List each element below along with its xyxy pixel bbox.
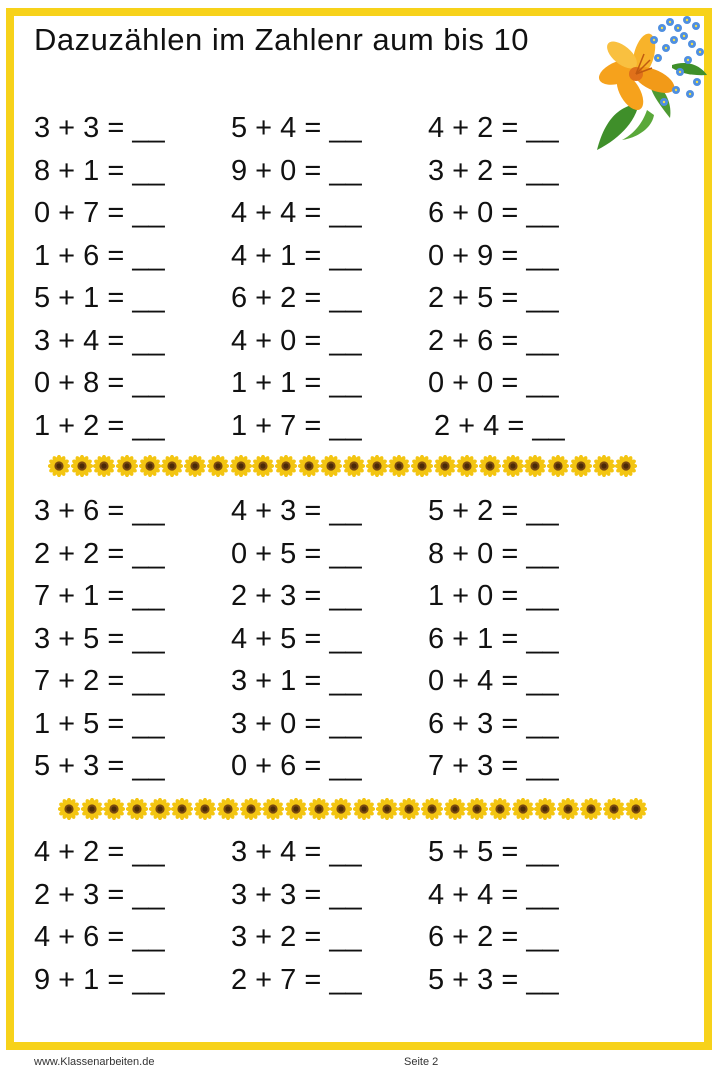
sunflower-icon xyxy=(366,455,389,477)
addition-problem: 5 + 3 = __ xyxy=(428,963,559,996)
addition-problem: 3 + 3 = __ xyxy=(34,112,165,144)
exercise-row xyxy=(34,578,634,614)
addition-problem: 7 + 2 = __ xyxy=(34,665,165,697)
addition-problem: 3 + 6 = __ xyxy=(34,495,165,527)
addition-problem: 2 + 5 = __ xyxy=(428,282,559,314)
exercise-row xyxy=(34,877,634,913)
sunflower-icon xyxy=(298,455,321,477)
exercise-row xyxy=(34,493,634,529)
sunflower-icon xyxy=(502,455,525,477)
exercise-row xyxy=(34,408,634,444)
sunflower-icon xyxy=(308,798,331,820)
sunflower-icon xyxy=(388,455,411,477)
addition-problem: 2 + 7 = __ xyxy=(231,963,362,996)
sunflower-icon xyxy=(625,798,648,820)
footer-page-number: Seite 2 xyxy=(404,1056,439,1068)
sunflower-icon xyxy=(421,798,444,820)
addition-problem: 5 + 3 = __ xyxy=(34,750,165,782)
sunflower-icon xyxy=(194,798,217,820)
exercise-row xyxy=(34,834,634,870)
addition-problem: 2 + 3 = __ xyxy=(34,878,165,911)
addition-problem: 6 + 2 = __ xyxy=(428,921,559,953)
sunflower-divider xyxy=(58,798,648,820)
addition-problem: 7 + 3 = __ xyxy=(428,750,559,782)
footer-website: www.Klassenarbeiten.de xyxy=(34,1056,155,1068)
sunflower-icon xyxy=(557,798,580,820)
addition-problem: 1 + 7 = __ xyxy=(231,409,362,442)
sunflower-icon xyxy=(603,798,626,820)
addition-problem: 7 + 1 = __ xyxy=(34,580,165,612)
addition-problem: 0 + 9 = __ xyxy=(428,239,559,272)
addition-problem: 8 + 0 = __ xyxy=(428,537,559,570)
sunflower-icon xyxy=(262,798,285,820)
sunflower-icon xyxy=(343,455,366,477)
sunflower-icon xyxy=(81,798,104,820)
addition-problem: 3 + 5 = __ xyxy=(34,622,165,655)
exercise-row xyxy=(34,153,634,189)
sunflower-icon xyxy=(524,455,547,477)
exercise-row xyxy=(34,365,634,401)
sunflower-icon xyxy=(479,455,502,477)
addition-problem: 5 + 2 = __ xyxy=(428,495,559,527)
sunflower-icon xyxy=(593,455,616,477)
addition-problem: 4 + 1 = __ xyxy=(231,239,362,272)
sunflower-icon xyxy=(456,455,479,477)
exercise-row xyxy=(34,195,634,231)
addition-problem: 6 + 2 = __ xyxy=(231,282,362,314)
sunflower-icon xyxy=(252,455,275,477)
sunflower-icon xyxy=(48,455,71,477)
addition-problem: 4 + 4 = __ xyxy=(428,878,559,911)
sunflower-icon xyxy=(376,798,399,820)
addition-problem: 4 + 5 = __ xyxy=(231,622,362,655)
addition-problem: 0 + 7 = __ xyxy=(34,197,165,229)
addition-problem: 6 + 1 = __ xyxy=(428,622,559,655)
addition-problem: 6 + 0 = __ xyxy=(428,197,559,229)
addition-problem: 0 + 6 = __ xyxy=(231,750,362,782)
sunflower-icon xyxy=(71,455,94,477)
addition-problem: 4 + 3 = __ xyxy=(231,495,362,527)
sunflower-icon xyxy=(570,455,593,477)
sunflower-icon xyxy=(285,798,308,820)
addition-problem: 3 + 2 = __ xyxy=(428,154,559,187)
addition-problem: 3 + 4 = __ xyxy=(231,836,362,868)
addition-problem: 4 + 0 = __ xyxy=(231,324,362,357)
sunflower-icon xyxy=(615,455,638,477)
exercise-row xyxy=(34,621,634,657)
sunflower-icon xyxy=(434,455,457,477)
addition-problem: 4 + 4 = __ xyxy=(231,197,362,229)
sunflower-icon xyxy=(489,798,512,820)
exercise-row xyxy=(34,238,634,274)
sunflower-icon xyxy=(139,455,162,477)
addition-problem: 2 + 3 = __ xyxy=(231,580,362,612)
page-title: Dazuzählen im Zahlenr aum bis 10 xyxy=(34,22,530,57)
addition-problem: 4 + 2 = __ xyxy=(428,112,559,144)
addition-problem: 2 + 2 = __ xyxy=(34,537,165,570)
sunflower-icon xyxy=(444,798,467,820)
sunflower-icon xyxy=(161,455,184,477)
exercise-row xyxy=(34,962,634,998)
addition-problem: 1 + 1 = __ xyxy=(231,367,362,399)
addition-problem: 3 + 2 = __ xyxy=(231,921,362,953)
sunflower-icon xyxy=(126,798,149,820)
addition-problem: 5 + 5 = __ xyxy=(428,836,559,868)
sunflower-icon xyxy=(207,455,230,477)
exercise-row xyxy=(34,706,634,742)
sunflower-icon xyxy=(512,798,535,820)
sunflower-icon xyxy=(466,798,489,820)
exercise-row xyxy=(34,919,634,955)
sunflower-icon xyxy=(103,798,126,820)
sunflower-icon xyxy=(353,798,376,820)
sunflower-icon xyxy=(230,455,253,477)
sunflower-icon xyxy=(534,798,557,820)
sunflower-icon xyxy=(398,798,421,820)
sunflower-icon xyxy=(580,798,603,820)
sunflower-icon xyxy=(184,455,207,477)
sunflower-icon xyxy=(330,798,353,820)
addition-problem: 4 + 6 = __ xyxy=(34,921,165,953)
addition-problem: 9 + 1 = __ xyxy=(34,963,165,996)
sunflower-icon xyxy=(275,455,298,477)
exercise-row xyxy=(34,323,634,359)
sunflower-icon xyxy=(240,798,263,820)
sunflower-icon xyxy=(411,455,434,477)
addition-problem: 3 + 4 = __ xyxy=(34,324,165,357)
addition-problem: 3 + 3 = __ xyxy=(231,878,362,911)
addition-problem: 0 + 8 = __ xyxy=(34,367,165,399)
exercise-row xyxy=(34,110,634,146)
addition-problem: 1 + 2 = __ xyxy=(34,409,165,442)
addition-problem: 1 + 0 = __ xyxy=(428,580,559,612)
sunflower-icon xyxy=(171,798,194,820)
addition-problem: 2 + 4 = __ xyxy=(434,409,565,442)
exercise-row xyxy=(34,280,634,316)
sunflower-icon xyxy=(58,798,81,820)
addition-problem: 6 + 3 = __ xyxy=(428,707,559,740)
sunflower-icon xyxy=(320,455,343,477)
exercise-row xyxy=(34,663,634,699)
exercise-row xyxy=(34,748,634,784)
addition-problem: 0 + 0 = __ xyxy=(428,367,559,399)
addition-problem: 2 + 6 = __ xyxy=(428,324,559,357)
sunflower-icon xyxy=(547,455,570,477)
sunflower-divider xyxy=(48,455,638,477)
sunflower-icon xyxy=(93,455,116,477)
addition-problem: 5 + 4 = __ xyxy=(231,112,362,144)
addition-problem: 9 + 0 = __ xyxy=(231,154,362,187)
addition-problem: 0 + 4 = __ xyxy=(428,665,559,697)
sunflower-icon xyxy=(149,798,172,820)
addition-problem: 0 + 5 = __ xyxy=(231,537,362,570)
addition-problem: 3 + 0 = __ xyxy=(231,707,362,740)
exercise-row xyxy=(34,536,634,572)
addition-problem: 4 + 2 = __ xyxy=(34,836,165,868)
addition-problem: 8 + 1 = __ xyxy=(34,154,165,187)
sunflower-icon xyxy=(217,798,240,820)
addition-problem: 5 + 1 = __ xyxy=(34,282,165,314)
addition-problem: 1 + 6 = __ xyxy=(34,239,165,272)
addition-problem: 1 + 5 = __ xyxy=(34,707,165,740)
addition-problem: 3 + 1 = __ xyxy=(231,665,362,697)
sunflower-icon xyxy=(116,455,139,477)
